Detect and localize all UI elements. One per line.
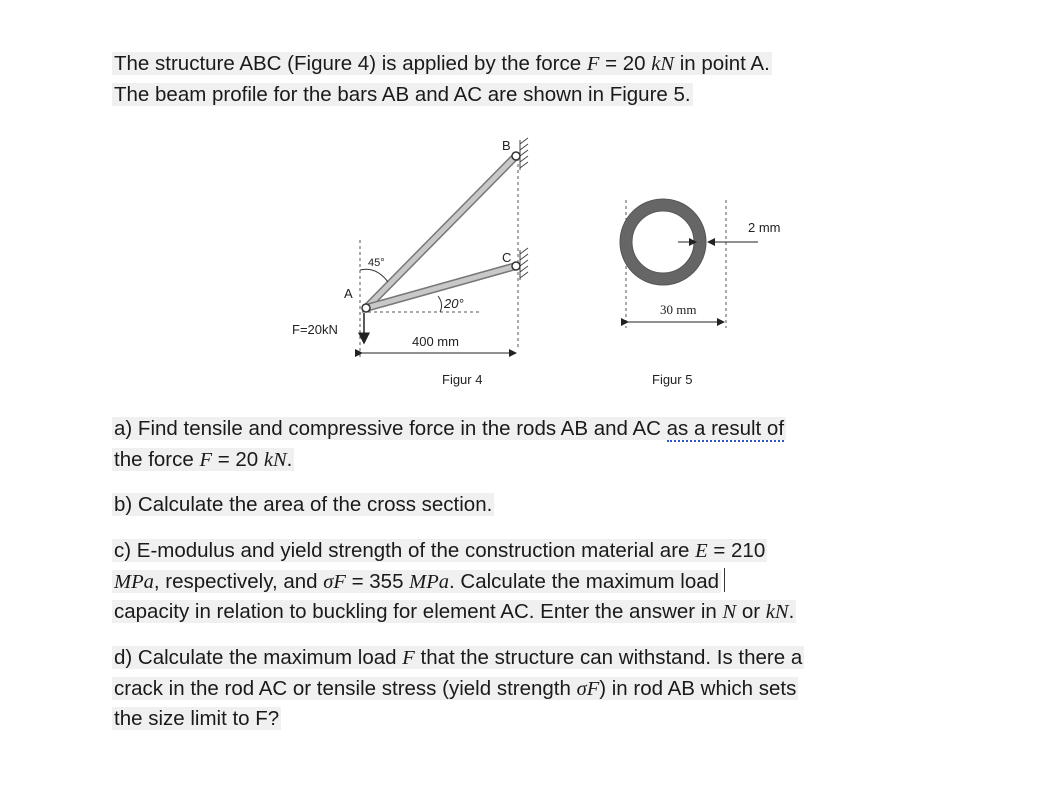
intro-line-1: The structure ABC (Figure 4) is applied by the force F = 20 kN in point A. [114,52,770,75]
intro-paragraph [112,49,772,110]
figure-4-caption: Figur 4 [442,372,483,387]
angle-arc-20 [438,296,442,312]
joint-A [362,304,370,312]
link-as-a-result-of[interactable]: as a result of [666,417,785,440]
diameter-label: 30 mm [660,302,697,317]
length-label: 400 mm [412,334,459,349]
label-B: B [502,138,511,153]
figure-5-caption: Figur 5 [652,372,693,387]
question-a: a) Find tensile and compressive force in the rods AB and AC as a result of the force F = 20 kN. [114,417,785,471]
figure-5 [620,199,781,387]
text-cursor [724,568,725,592]
label-A: A [344,286,353,301]
angle-arc-45 [360,269,388,282]
unit-kN: kN [651,53,675,75]
var-F: F [586,53,600,75]
thickness-label: 2 mm [748,220,781,235]
joint-B [512,152,520,160]
intro-line-2: The beam profile for the bars AB and AC are shown in Figure 5. [114,82,691,106]
angle-45-label: 45° [368,257,385,269]
question-c: c) E-modulus and yield strength of the construction material are E = 210 MPa, respectively, and σF = 355 MPa. Calculate the maximum load capacity in relation to buckling for element AC. Enter the answer in N or kN. [114,539,795,623]
question-d: d) Calculate the maximum load F that the structure can withstand. Is there a crack in the rod AC or tensile stress (yield strength σF) in rod AB which sets the size limit to F? [114,646,803,730]
figure-4 [292,138,528,387]
angle-20-label: 20° [444,296,464,311]
wall-hatch-C [520,248,528,280]
figures-svg [280,130,820,390]
question-b: b) Calculate the area of the cross section. [114,493,493,516]
wall-hatch-B [520,138,528,170]
joint-C [512,262,520,270]
figure-area [280,130,820,395]
force-label: F=20kN [292,322,338,337]
label-C: C [502,250,512,265]
